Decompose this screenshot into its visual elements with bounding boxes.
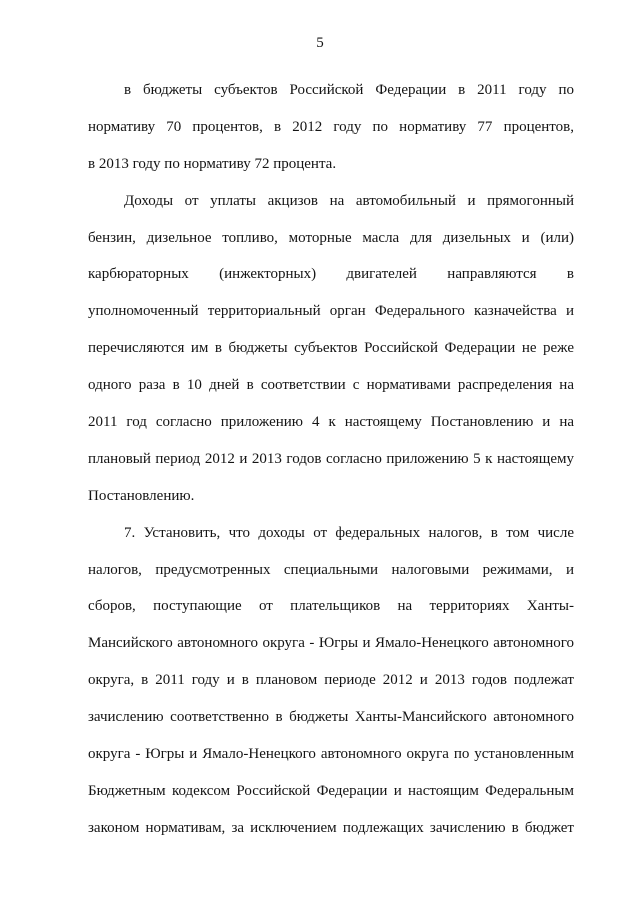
- text-line: бензин, дизельное топливо, моторные масла для дизельных и (или): [88, 229, 574, 246]
- text-line: зачислению соответственно в бюджеты Ханты-Мансийского автономного: [88, 709, 574, 726]
- text-line: Постановлению.: [88, 487, 195, 504]
- text-line: в бюджеты субъектов Российской Федерации в 2011 году по: [124, 82, 574, 98]
- text-line: сборов, поступающие от плательщиков на территориях Ханты-: [88, 598, 574, 615]
- text-line: 7. Установить, что доходы от федеральных налогов, в том числе: [124, 524, 574, 541]
- text-line: налогов, предусмотренных специальными налоговыми режимами, и: [88, 561, 574, 578]
- text-line: плановый период 2012 и 2013 годов согласно приложению 5 к настоящему: [88, 450, 574, 467]
- text-line: в 2013 году по нормативу 72 процента.: [88, 155, 337, 172]
- text-line: карбюраторных (инжекторных) двигателей направляются в: [88, 266, 574, 283]
- text-line: округа - Югры и Ямало-Ненецкого автономного округа по установленным: [88, 746, 574, 763]
- text-line: одного раза в 10 дней в соответствии с нормативами распределения на: [88, 377, 574, 394]
- text-line: перечисляются им в бюджеты субъектов Российской Федерации не реже: [88, 340, 574, 357]
- text-line: нормативу 70 процентов, в 2012 году по нормативу 77 процентов,: [88, 118, 574, 135]
- document-body: [88, 72, 574, 847]
- text-line: Бюджетным кодексом Российской Федерации и настоящим Федеральным: [88, 782, 574, 799]
- text-line: уполномоченный территориальный орган Федерального казначейства и: [88, 303, 574, 320]
- text-line: Мансийского автономного округа - Югры и Ямало-Ненецкого автономного: [88, 635, 574, 652]
- text-line: округа, в 2011 году и в плановом периоде 2012 и 2013 годов подлежат: [88, 672, 574, 689]
- text-line: 2011 год согласно приложению 4 к настоящему Постановлению и на: [88, 414, 574, 431]
- page-number: 5: [316, 35, 324, 51]
- text-line: Доходы от уплаты акцизов на автомобильный и прямогонный: [124, 192, 574, 209]
- text-line: законом нормативам, за исключением подлежащих зачислению в бюджет: [88, 819, 574, 836]
